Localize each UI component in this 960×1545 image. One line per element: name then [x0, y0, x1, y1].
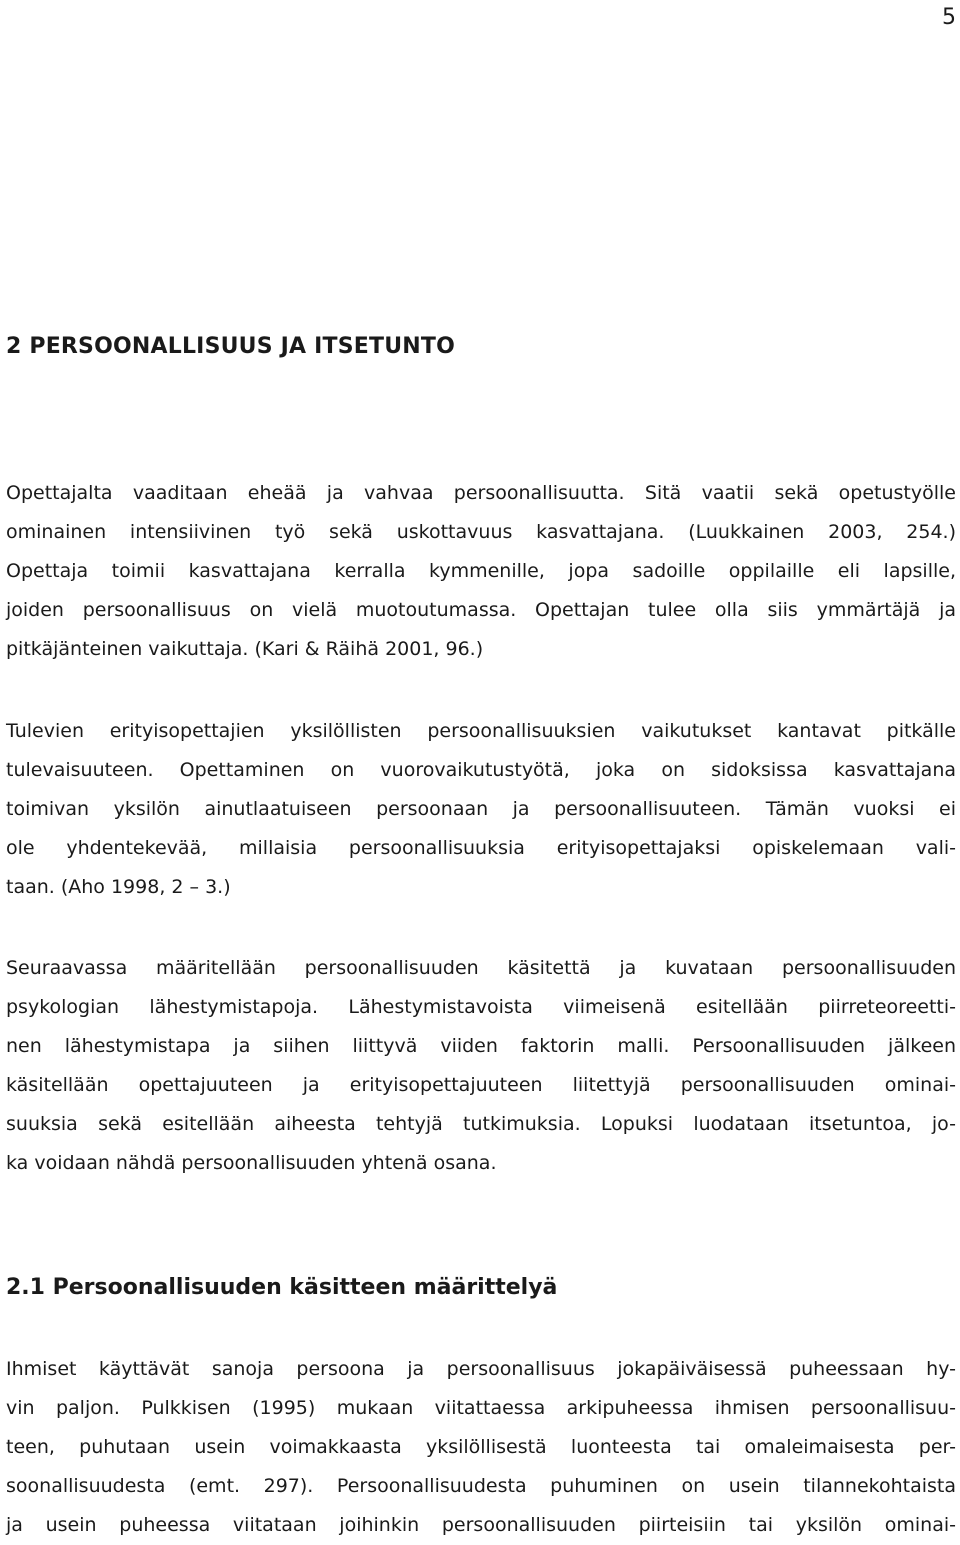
paragraph-line: ja usein puheessa viitataan joihinkin persoonallisuuden piirteisiin tai yksilön ominai- [6, 1514, 956, 1536]
chapter-heading: 2 PERSOONALLISUUS JA ITSETUNTO [6, 334, 455, 359]
paragraph-line: ole yhdentekevää, millaisia persoonallisuuksia erityisopettajaksi opiskelemaan vali- [6, 837, 956, 859]
paragraph-1 [6, 474, 956, 669]
paragraph-line: nen lähestymistapa ja siihen liittyvä viiden faktorin malli. Persoonallisuuden jälkeen [6, 1035, 956, 1057]
paragraph-line: Tulevien erityisopettajien yksilöllisten persoonallisuuksien vaikutukset kantavat pitkälle [6, 720, 956, 742]
paragraph-line: käsitellään opettajuuteen ja erityisopettajuuteen liitettyjä persoonallisuuden ominai- [6, 1074, 956, 1096]
paragraph-line: psykologian lähestymistapoja. Lähestymistavoista viimeisenä esitellään piirreteoreetti- [6, 996, 956, 1018]
paragraph-line: joiden persoonallisuus on vielä muotoutumassa. Opettajan tulee olla siis ymmärtäjä ja [6, 599, 956, 621]
paragraph-line: tulevaisuuteen. Opettaminen on vuorovaikutustyötä, joka on sidoksissa kasvattajana [6, 759, 956, 781]
paragraph-line: vin paljon. Pulkkisen (1995) mukaan viitattaessa arkipuheessa ihmisen persoonallisuu- [6, 1397, 956, 1419]
paragraph-line: Ihmiset käyttävät sanoja persoona ja persoonallisuus jokapäiväisessä puheessaan hy- [6, 1358, 956, 1380]
page-number: 5 [942, 5, 956, 30]
paragraph-3 [6, 949, 956, 1183]
paragraph-line: Opettajalta vaaditaan eheää ja vahvaa persoonallisuutta. Sitä vaatii sekä opetustyölle [6, 482, 956, 504]
paragraph-line: taan. (Aho 1998, 2 – 3.) [6, 876, 231, 898]
paragraph-line: Seuraavassa määritellään persoonallisuuden käsitettä ja kuvataan persoonallisuuden [6, 957, 956, 979]
paragraph-line: toimivan yksilön ainutlaatuiseen persoonaan ja persoonallisuuteen. Tämän vuoksi ei [6, 798, 956, 820]
paragraph-line: soonallisuudesta (emt. 297). Persoonallisuudesta puhuminen on usein tilannekohtaista [6, 1475, 956, 1497]
paragraph-line: ominainen intensiivinen työ sekä uskottavuus kasvattajana. (Luukkainen 2003, 254.) [6, 521, 956, 543]
paragraph-line: pitkäjänteinen vaikuttaja. (Kari & Räihä 2001, 96.) [6, 638, 484, 660]
paragraph-line: suuksia sekä esitellään aiheesta tehtyjä tutkimuksia. Lopuksi luodataan itsetuntoa, jo- [6, 1113, 956, 1135]
section-heading: 2.1 Persoonallisuuden käsitteen määrittelyä [6, 1275, 558, 1300]
paragraph-2 [6, 712, 956, 907]
paragraph-line: Opettaja toimii kasvattajana kerralla kymmenille, jopa sadoille oppilaille eli lapsille, [6, 560, 956, 582]
paragraph-line: teen, puhutaan usein voimakkaasta yksilöllisestä luonteesta tai omaleimaisesta per- [6, 1436, 956, 1458]
paragraph-line: ka voidaan nähdä persoonallisuuden yhtenä osana. [6, 1152, 497, 1174]
paragraph-4 [6, 1350, 956, 1545]
